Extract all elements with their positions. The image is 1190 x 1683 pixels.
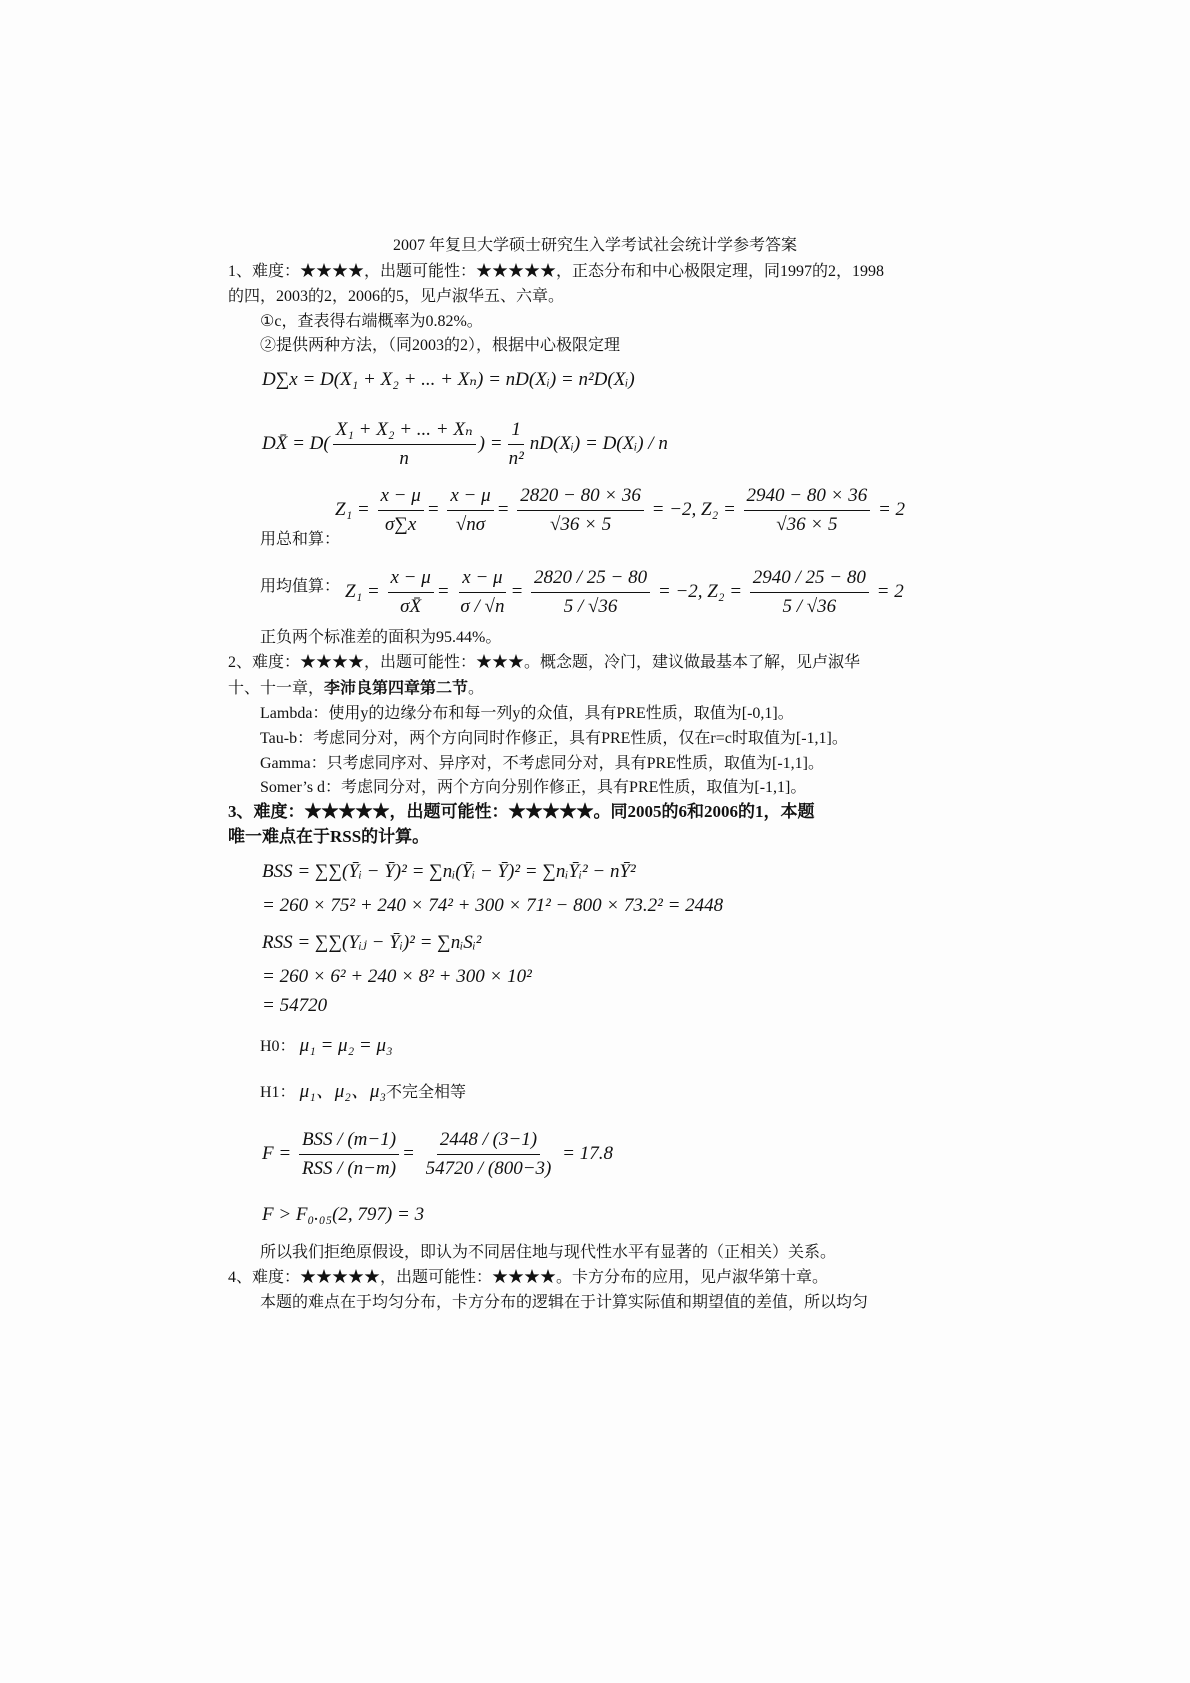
denominator: RSS / (n−m) [301,1158,397,1179]
formula-z-mean: Z₁ = $\frac{x - \mu}{\sigma X̄}$ = $\frac{x - \mu}{\sigma / √n}$ = $\frac{2820 / 25 - 80}{5 / √36}$ = −2, Z₂ = $\frac{2940 / 25 - 80}{5 / √36}$ = 2 [345,567,904,617]
q4-line2: 本题的难点在于均匀分布，卡方分布的逻辑在于计算实际值和期望值的差值，所以均匀 [260,1294,869,1311]
h1-text: 不完全相等 [386,1084,467,1101]
q2-reference: 李沛良第四章第二节 [324,680,469,697]
fraction [333,418,476,471]
q2-line2a: 十、十一章， [228,680,325,697]
numerator: x − μ [459,566,505,593]
h0 [260,1036,393,1057]
z-mid: = −2, Z₂ = [651,498,736,520]
fraction [517,484,644,537]
q2-line2 [228,679,484,699]
q1-answer-1: ①c，查表得右端概率为0.82%。 [260,313,483,330]
denominator: 54720 / (800−3) [425,1158,552,1179]
fraction [750,566,869,619]
q2-item-tau-b: Tau-b：考虑同分对，两个方向同时作修正，具有PRE性质，仅在r=c时取值为[-1,1]。 [260,730,848,747]
fraction [457,566,507,619]
z-lhs: Z₁ = [345,580,380,602]
q3-line2: 唯一难点在于RSS的计算。 [228,827,430,846]
numerator: x − μ [378,484,424,511]
f-lhs: F = [262,1142,292,1164]
f-end: = 17.8 [562,1142,613,1164]
h0-label: H0： [260,1038,296,1055]
denominator: n [399,448,409,469]
formula-f-critical: F > F₀.₀₅(2, 797) = 3 [262,1204,425,1225]
formula-rss: RSS = ∑∑(Yᵢⱼ − Ȳᵢ)² = ∑nᵢSᵢ² [262,932,482,953]
q1-conclusion: 正负两个标准差的面积为95.44%。 [260,629,502,646]
numerator: x − μ [388,566,434,593]
formula-bss: BSS = ∑∑(Ȳᵢ − Ȳ)² = ∑nᵢ(Ȳᵢ − Ȳ)² = ∑nᵢȲᵢ² − nȲ² [262,861,636,882]
denominator: σ / √n [460,596,505,617]
q2-line2c: 。 [468,680,485,697]
page-title: 2007 年复旦大学硕士研究生入学考试社会统计学参考答案 [392,237,797,254]
formula-variance-mean [262,418,668,471]
q4-line1: 4、难度：★★★★★，出题可能性：★★★★。卡方分布的应用，见卢淑华第十章。 [228,1269,829,1286]
z-end: = 2 [876,580,904,602]
numerator: 1 [508,418,524,445]
numerator: 2820 / 25 − 80 [531,566,650,593]
f2-left: DX̄ = D( [262,432,330,454]
q1-answer-2: ②提供两种方法，（同2003的2），根据中心极限定理 [260,337,621,354]
numerator: X₁ + X₂ + ... + Xₙ [333,418,476,445]
q1-line2: 的四，2003的2，2006的5，见卢淑华五、六章。 [228,288,565,305]
formula-f-statistic: F = $\frac{\text{BSS / (m−1)}}{\text{RSS / (n−m)}}$ = $\frac{2448 / (3-1)}{54720 / (800-3)}$ = 17.8 [262,1129,613,1179]
fraction [531,566,650,619]
h1 [260,1082,466,1103]
z-mid: = −2, Z₂ = [657,580,743,602]
numerator: 2820 − 80 × 36 [517,484,644,511]
z-end: = 2 [877,498,906,520]
denominator: √36 × 5 [776,514,838,535]
numerator: x − μ [447,484,493,511]
denominator: σX̄ [400,596,422,617]
q2-line1: 2、难度：★★★★，出题可能性：★★★。概念题，冷门，建议做最基本了解，见卢淑华 [228,654,861,671]
f2-mid: ) = [478,432,503,454]
f2-right: nD(Xᵢ) = D(Xᵢ) / n [529,432,668,454]
fraction [299,1128,399,1181]
sum-method-label: 用总和算： [260,531,341,548]
formula-rss-value: = 54720 [262,995,328,1016]
q3-conclusion: 所以我们拒绝原假设，即认为不同居住地与现代性水平有显著的（正相关）关系。 [260,1244,837,1261]
formula-rss-calc: = 260 × 6² + 240 × 8² + 300 × 10² [262,966,532,987]
denominator: √nσ [455,514,486,535]
h1-formula: μ₁、μ₂、μ₃ [299,1081,386,1102]
denominator: √36 × 5 [549,514,612,535]
fraction [744,484,871,537]
numerator: 2940 / 25 − 80 [750,566,869,593]
mean-method-label: 用均值算： [260,578,341,595]
formula-variance-sum: D∑x = D(X₁ + X₂ + ... + Xₙ) = nD(Xᵢ) = n²D(Xᵢ) [262,369,635,390]
denominator: 5 / √36 [563,596,618,617]
q2-item-gamma: Gamma：只考虑同序对、异序对，不考虑同分对，具有PRE性质，取值为[-1,1]。 [260,755,824,772]
formula-bss-value: = 260 × 75² + 240 × 74² + 300 × 71² − 800 × 73.2² = 2448 [262,895,724,916]
fraction [388,566,434,619]
h1-label: H1： [260,1084,296,1101]
formula-z-sum: Z₁ = $\frac{x - \mu}{\sigma\sum x}$ = $\frac{x - \mu}{√n\sigma}$ = $\frac{2820 - 80 \times 36}{√36 \times 5}$ = −2, Z₂ = $\frac{2940 - 80 \times 36}{√36 \times 5}$ = 2 [335,485,906,535]
h0-formula: μ₁ = μ₂ = μ₃ [299,1035,393,1056]
numerator: BSS / (m−1) [299,1128,399,1155]
fraction [506,418,527,471]
denominator: 5 / √36 [782,596,837,617]
q1-line1: 1、难度：★★★★，出题可能性：★★★★★，正态分布和中心极限定理，同1997的2，1998 [228,263,885,280]
numerator: 2448 / (3−1) [437,1128,540,1155]
denominator: n² [508,448,524,469]
q2-item-somers-d: Somer’s d：考虑同分对，两个方向分别作修正，具有PRE性质，取值为[-1,1]。 [260,779,807,796]
fraction [423,1128,555,1181]
fraction [447,484,493,537]
numerator: 2940 − 80 × 36 [744,484,871,511]
fraction [378,484,424,537]
z-lhs: Z₁ = [335,498,370,520]
denominator: σ∑x [384,514,417,535]
q2-item-lambda: Lambda：使用y的边缘分布和每一列y的众值，具有PRE性质，取值为[-0,1]。 [260,705,794,722]
q3-line1: 3、难度：★★★★★，出题可能性：★★★★★。同2005的6和2006的1，本题 [228,802,815,821]
